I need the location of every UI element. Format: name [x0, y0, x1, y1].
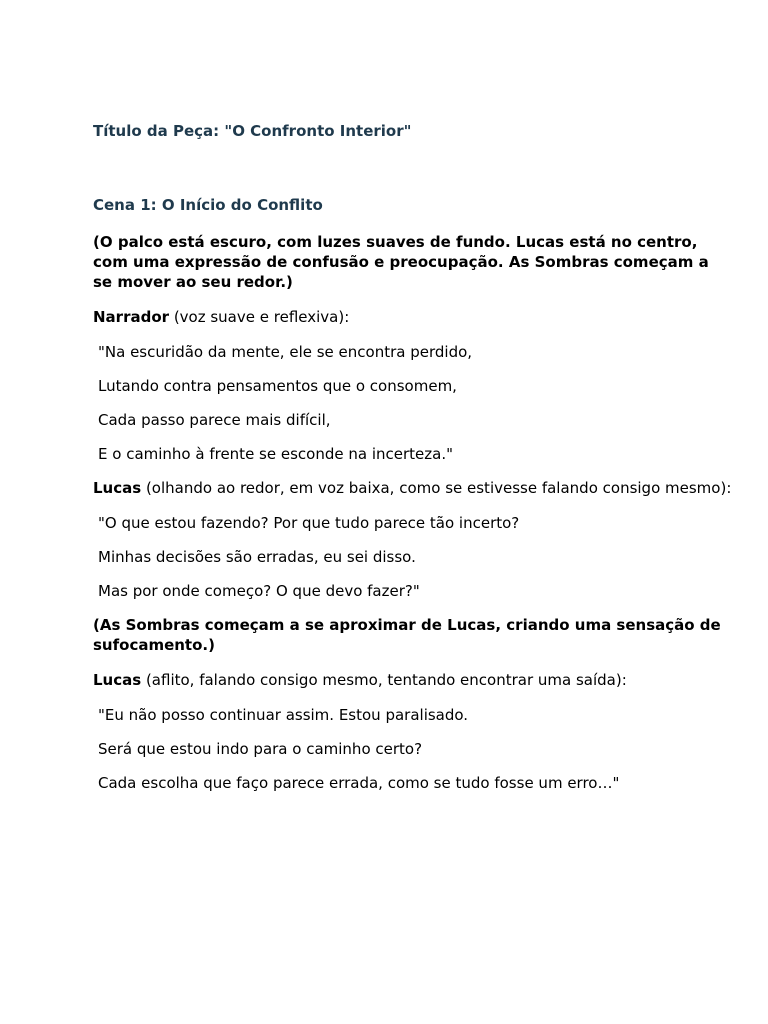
stage-direction: (As Sombras começam a se aproximar de Lucas, criando uma sensação de sufocamento.)	[93, 616, 721, 654]
verse-line: "Na escuridão da mente, ele se encontra perdido,	[98, 343, 473, 361]
stage-direction: (O palco está escuro, com luzes suaves de fundo. Lucas está no centro, com uma expressão de confusão e preocupação. As Sombras começam a se mover ao seu redor.)	[93, 233, 709, 291]
verse-line: Será que estou indo para o caminho certo?	[98, 740, 423, 758]
speaker-direction: (aflito, falando consigo mesmo, tentando encontrar uma saída):	[141, 671, 627, 689]
verse-line: Cada passo parece mais difícil,	[98, 411, 331, 429]
speaker-name: Narrador	[93, 308, 170, 326]
speaker-line	[93, 307, 733, 327]
verse-line: Mas por onde começo? O que devo fazer?"	[98, 582, 420, 600]
verse-line: E o caminho à frente se esconde na incerteza."	[98, 445, 453, 463]
speaker-line	[93, 478, 733, 498]
script-body	[93, 232, 733, 807]
verse-line: Cada escolha que faço parece errada, como se tudo fosse um erro…"	[98, 774, 620, 792]
speaker-direction: (olhando ao redor, em voz baixa, como se estivesse falando consigo mesmo):	[141, 479, 732, 497]
scene-heading: Cena 1: O Início do Conflito	[93, 196, 323, 214]
verse-line: Minhas decisões são erradas, eu sei disso.	[98, 548, 416, 566]
speaker-line	[93, 670, 733, 690]
speaker-name: Lucas	[93, 671, 142, 689]
play-title: Título da Peça: "O Confronto Interior"	[93, 122, 412, 140]
speaker-direction: (voz suave e reflexiva):	[169, 308, 350, 326]
verse-line: Lutando contra pensamentos que o consomem,	[98, 377, 457, 395]
verse-line: "Eu não posso continuar assim. Estou paralisado.	[98, 706, 469, 724]
verse-line: "O que estou fazendo? Por que tudo parece tão incerto?	[98, 514, 520, 532]
speaker-name: Lucas	[93, 479, 142, 497]
